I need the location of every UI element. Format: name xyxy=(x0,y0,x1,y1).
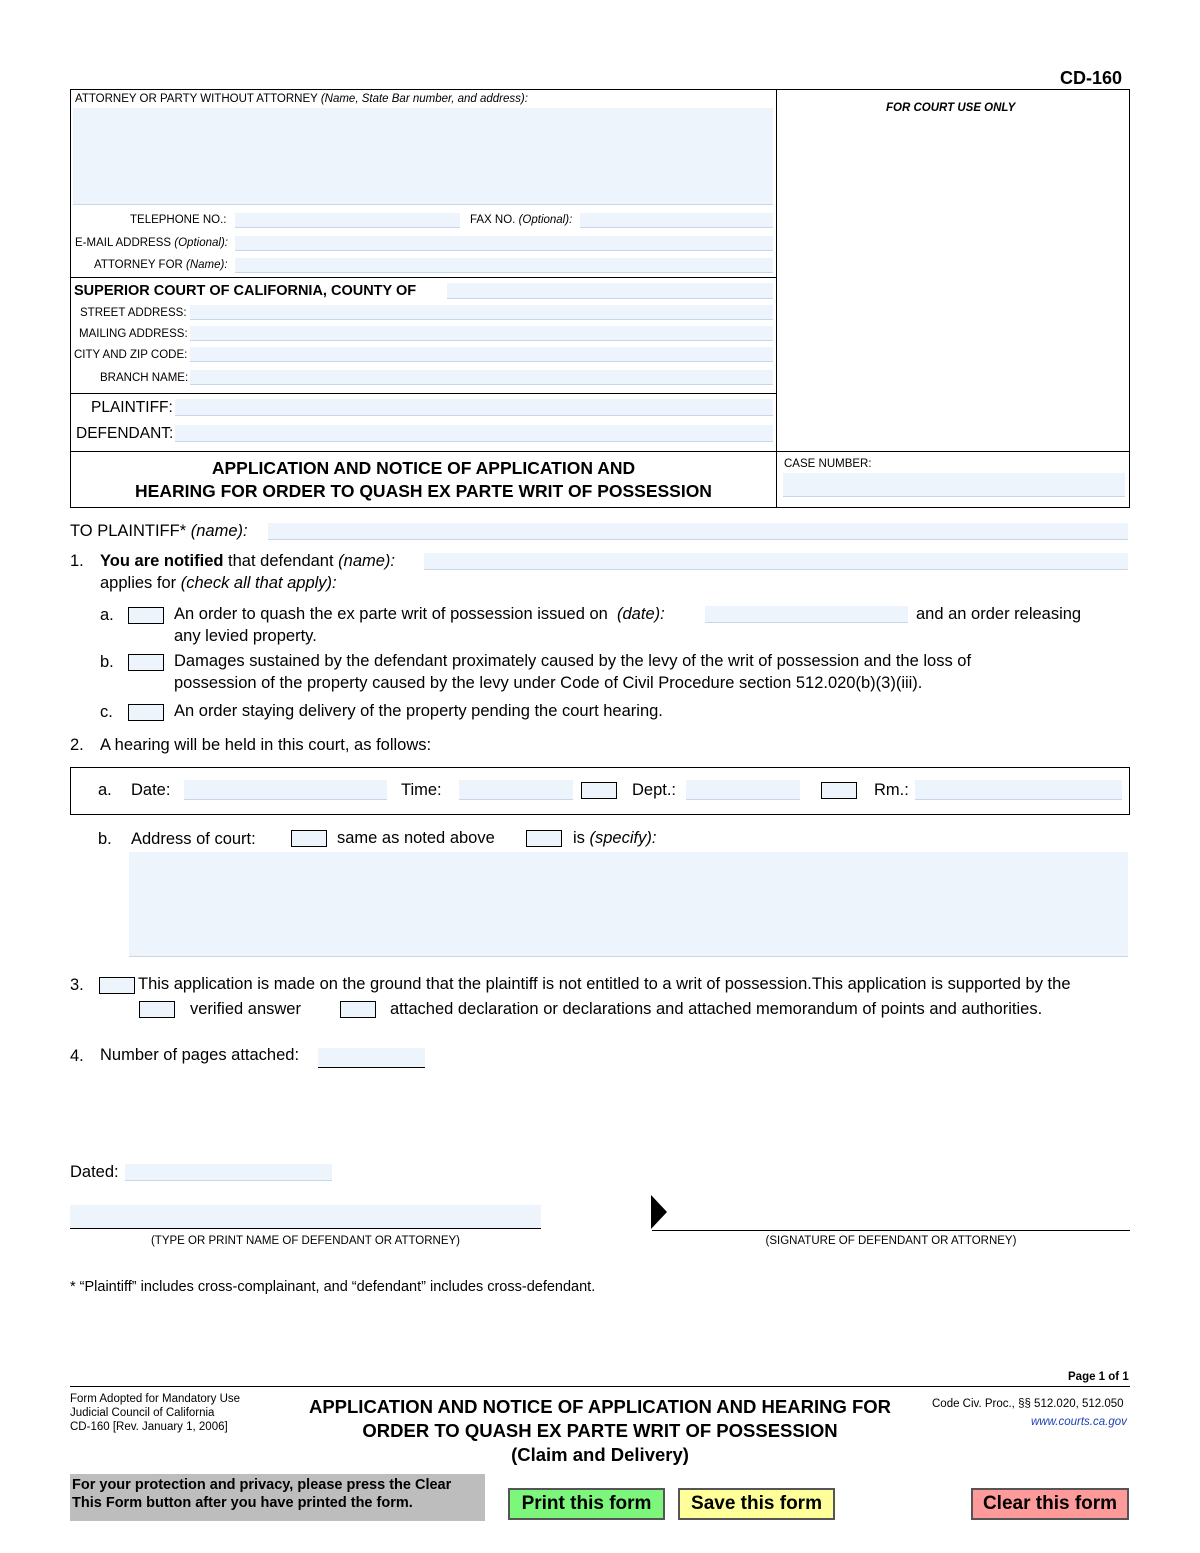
same-address-checkbox[interactable] xyxy=(291,830,327,847)
same-address-label: same as noted above xyxy=(337,829,495,847)
item1b-letter: b. xyxy=(100,653,114,671)
attorney-for-hint: (Name): xyxy=(186,259,228,271)
verified-answer-label: verified answer xyxy=(190,1000,301,1018)
plaintiff-label: PLAINTIFF: xyxy=(91,399,173,416)
signature-arrow-icon xyxy=(651,1195,667,1229)
item3-text: This application is made on the ground that the plaintiff is not entitled to a writ of possession.This application is supported by the xyxy=(138,975,1071,993)
item1b-checkbox[interactable] xyxy=(128,654,164,671)
street-field[interactable] xyxy=(190,305,773,320)
defendant-print-name-field[interactable] xyxy=(70,1205,541,1229)
attorney-for-field[interactable] xyxy=(235,258,773,273)
item3-checkbox[interactable] xyxy=(99,977,135,994)
page-number: Page 1 of 1 xyxy=(1068,1371,1129,1383)
item1a-letter: a. xyxy=(100,606,114,624)
hearing-time-field[interactable] xyxy=(459,780,573,800)
county-field[interactable] xyxy=(447,283,773,299)
branch-label: BRANCH NAME: xyxy=(100,372,189,384)
to-plaintiff-line xyxy=(70,522,248,541)
court-address-field[interactable] xyxy=(129,852,1128,957)
divider xyxy=(70,393,777,394)
defendant-label: DEFENDANT: xyxy=(76,425,174,442)
hearing-a-letter: a. xyxy=(98,781,112,799)
defendant-name-field[interactable] xyxy=(424,553,1128,570)
specify-line xyxy=(573,829,656,848)
caption-title-line2: HEARING FOR ORDER TO QUASH EX PARTE WRIT OF POSSESSION xyxy=(135,481,712,501)
item1-applies-line xyxy=(100,574,337,593)
footer-title xyxy=(270,1395,930,1467)
footer-rule xyxy=(70,1386,1130,1387)
hearing-date-label: Date: xyxy=(131,781,171,799)
caption-title-line1: APPLICATION AND NOTICE OF APPLICATION AND xyxy=(211,458,636,478)
hearing-rm-label: Rm.: xyxy=(874,781,909,799)
privacy-line1: For your protection and privacy, please press the Clear xyxy=(72,1477,452,1493)
item1b-text2: possession of the property caused by the levy under Code of Civil Procedure section 512.020(b)(3)(iii). xyxy=(174,674,923,692)
item1c-text: An order staying delivery of the property pending the court hearing. xyxy=(174,702,663,720)
hearing-time-label: Time: xyxy=(401,781,442,799)
item3-number: 3. xyxy=(70,976,84,994)
divider xyxy=(70,277,777,278)
item1-line xyxy=(100,552,395,571)
adopted-block xyxy=(70,1392,240,1434)
mailing-field[interactable] xyxy=(190,326,773,341)
privacy-line2: This Form button after you have printed the form. xyxy=(72,1495,413,1511)
item4-text: Number of pages attached: xyxy=(100,1046,300,1064)
courts-website-link[interactable]: www.courts.ca.gov xyxy=(1031,1416,1127,1428)
adopted-line3: CD-160 [Rev. January 1, 2006] xyxy=(70,1421,228,1433)
item1-applies: applies for xyxy=(100,574,177,592)
signature-caption: (SIGNATURE OF DEFENDANT OR ATTORNEY) xyxy=(765,1235,1017,1247)
writ-date-field[interactable] xyxy=(705,606,908,623)
specify-address-checkbox[interactable] xyxy=(526,830,562,847)
fax-label-line xyxy=(470,214,572,226)
email-hint: (Optional): xyxy=(174,237,228,249)
print-form-button[interactable]: Print this form xyxy=(508,1488,665,1520)
item1-applies-hint: (check all that apply): xyxy=(180,574,337,592)
footnote: * “Plaintiff” includes cross-complainant, and “defendant” includes cross-defendant. xyxy=(70,1279,596,1295)
item1a-checkbox[interactable] xyxy=(128,607,164,624)
dated-label: Dated: xyxy=(70,1163,119,1181)
email-label-line xyxy=(75,237,228,249)
caption-title xyxy=(70,457,777,503)
to-plaintiff-hint: (name): xyxy=(190,522,248,540)
street-label: STREET ADDRESS: xyxy=(80,307,187,319)
item4-number: 4. xyxy=(70,1047,84,1065)
item1b-text1: Damages sustained by the defendant proximately caused by the levy of the writ of possession and the loss of xyxy=(174,652,972,670)
attorney-hint: (Name, State Bar number, and address): xyxy=(320,93,528,105)
plaintiff-name-field[interactable] xyxy=(268,523,1128,540)
item1a-text2: and an order releasing xyxy=(916,605,1082,623)
item2-text: A hearing will be held in this court, as follows: xyxy=(100,736,432,754)
plaintiff-field[interactable] xyxy=(175,399,773,416)
hearing-date-field[interactable] xyxy=(184,780,387,800)
item1-hint: (name): xyxy=(338,552,396,570)
case-number-field[interactable] xyxy=(783,473,1125,497)
email-label: E-MAIL ADDRESS xyxy=(75,237,172,249)
hearing-rm-field[interactable] xyxy=(915,780,1122,800)
caption-divider xyxy=(776,89,777,508)
case-number-label: CASE NUMBER: xyxy=(784,458,872,470)
item1a-text: An order to quash the ex parte writ of possession issued on xyxy=(174,605,608,623)
privacy-notice xyxy=(70,1474,485,1521)
fax-hint: (Optional): xyxy=(518,214,573,226)
hearing-dept-field[interactable] xyxy=(686,780,800,800)
item1c-checkbox[interactable] xyxy=(128,704,164,721)
item1-bold: You are notified xyxy=(100,552,224,570)
item1-text: that defendant xyxy=(228,552,334,570)
attorney-label: ATTORNEY OR PARTY WITHOUT ATTORNEY xyxy=(75,93,318,105)
court-use-label: FOR COURT USE ONLY xyxy=(886,102,1016,114)
type-name-caption: (TYPE OR PRINT NAME OF DEFENDANT OR ATTORNEY) xyxy=(150,1235,461,1247)
defendant-field[interactable] xyxy=(175,425,773,442)
hearing-b-letter: b. xyxy=(98,830,112,848)
save-form-button[interactable]: Save this form xyxy=(678,1488,835,1520)
email-field[interactable] xyxy=(235,236,773,251)
adopted-line2: Judicial Council of California xyxy=(70,1407,215,1419)
court-label: SUPERIOR COURT OF CALIFORNIA, COUNTY OF xyxy=(74,283,417,299)
clear-form-button[interactable]: Clear this form xyxy=(971,1488,1129,1520)
fax-field[interactable] xyxy=(580,213,773,228)
city-label: CITY AND ZIP CODE: xyxy=(74,349,188,361)
address-of-court-label: Address of court: xyxy=(131,830,256,848)
item2-number: 2. xyxy=(70,736,84,754)
pages-attached-field[interactable] xyxy=(318,1048,425,1068)
hearing-dept-label: Dept.: xyxy=(632,781,677,799)
footer-title-line2: ORDER TO QUASH EX PARTE WRIT OF POSSESSION xyxy=(362,1420,838,1441)
footer-title-line3: (Claim and Delivery) xyxy=(511,1444,689,1465)
mailing-label: MAILING ADDRESS: xyxy=(79,328,188,340)
item1a-date-hint: (date): xyxy=(617,605,665,623)
attorney-for-label: ATTORNEY FOR xyxy=(94,259,183,271)
attorney-for-label-line xyxy=(94,259,228,271)
branch-field[interactable] xyxy=(190,370,773,385)
attorney-label-line xyxy=(75,93,528,105)
footer-title-line1: APPLICATION AND NOTICE OF APPLICATION AND HEARING FOR xyxy=(308,1396,892,1417)
declaration-label: attached declaration or declarations and attached memorandum of points and authorities. xyxy=(390,1000,1043,1018)
city-zip-field[interactable] xyxy=(190,347,773,362)
specify-hint: (specify): xyxy=(589,829,657,847)
item1-number: 1. xyxy=(70,552,84,570)
declaration-checkbox[interactable] xyxy=(340,1001,376,1018)
adopted-line1: Form Adopted for Mandatory Use xyxy=(70,1393,241,1405)
dept-checkbox[interactable] xyxy=(581,782,617,799)
item1a-text-line xyxy=(174,605,665,624)
fax-label: FAX NO. xyxy=(470,214,516,226)
telephone-label: TELEPHONE NO.: xyxy=(130,214,227,226)
rm-checkbox[interactable] xyxy=(821,782,857,799)
code-citation: Code Civ. Proc., §§ 512.020, 512.050 xyxy=(932,1398,1124,1410)
attorney-name-address-field[interactable] xyxy=(73,108,773,205)
item1c-letter: c. xyxy=(100,703,113,721)
verified-answer-checkbox[interactable] xyxy=(139,1001,175,1018)
to-plaintiff-label: TO PLAINTIFF* xyxy=(70,522,187,540)
dated-field[interactable] xyxy=(125,1164,332,1181)
divider xyxy=(70,451,1130,452)
telephone-field[interactable] xyxy=(235,213,460,228)
form-id: CD-160 xyxy=(1060,68,1123,88)
item1a-text3: any levied property. xyxy=(174,627,317,645)
is-label: is xyxy=(573,829,585,847)
signature-line[interactable] xyxy=(652,1230,1130,1231)
